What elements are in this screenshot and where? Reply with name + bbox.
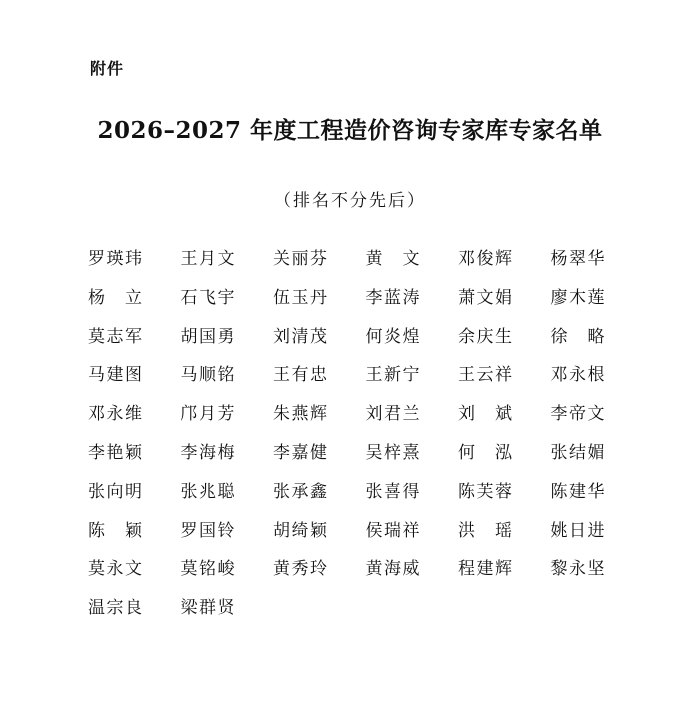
expert-name: 李蓝涛	[365, 287, 421, 308]
expert-name: 徐 略	[550, 326, 606, 347]
expert-name: 莫永文	[88, 559, 144, 580]
expert-name: 张承鑫	[273, 481, 329, 502]
expert-name: 温宗良	[88, 598, 144, 619]
expert-name: 陈芙蓉	[458, 481, 514, 502]
expert-name: 王新宁	[365, 365, 421, 386]
expert-name: 邝月芳	[180, 404, 236, 425]
expert-name: 马顺铭	[180, 365, 236, 386]
attachment-label: 附件	[90, 59, 125, 78]
expert-name: 刘 斌	[458, 404, 514, 425]
expert-name: 罗瑛玮	[88, 249, 144, 269]
expert-name: 李帝文	[550, 404, 606, 425]
page-subtitle: （排名不分先后）	[274, 191, 426, 211]
expert-name: 黎永坚	[550, 559, 606, 580]
expert-name: 何 泓	[458, 442, 514, 463]
expert-name: 杨翠华	[550, 249, 606, 269]
expert-name: 张结媚	[550, 442, 606, 463]
expert-name: 黄 文	[365, 249, 421, 269]
expert-name: 李嘉健	[273, 442, 329, 463]
expert-name: 张喜得	[365, 481, 421, 502]
expert-name: 程建辉	[458, 559, 514, 580]
expert-name: 王云祥	[458, 365, 514, 386]
expert-name: 杨 立	[88, 287, 144, 308]
expert-name: 莫志军	[88, 326, 144, 347]
expert-name: 刘君兰	[365, 404, 421, 425]
expert-name: 王月文	[180, 249, 236, 269]
expert-name: 萧文娟	[458, 287, 514, 308]
expert-name-list	[88, 243, 618, 631]
expert-name: 张兆聪	[180, 481, 236, 502]
expert-name: 邓俊辉	[458, 249, 514, 269]
expert-name: 张向明	[88, 481, 144, 502]
expert-name: 侯瑞祥	[365, 520, 421, 541]
expert-name: 马建图	[88, 365, 144, 386]
expert-name: 胡绮颖	[273, 520, 329, 541]
expert-name: 廖木莲	[550, 287, 606, 308]
expert-name: 伍玉丹	[273, 287, 329, 308]
expert-name: 陈建华	[550, 481, 606, 502]
expert-name: 邓永根	[550, 365, 606, 386]
expert-name: 罗国铃	[180, 520, 236, 541]
expert-name: 邓永维	[88, 404, 144, 425]
expert-name: 李艳颖	[88, 442, 144, 463]
expert-name: 关丽芬	[273, 249, 329, 269]
expert-name: 黄海威	[365, 559, 421, 580]
expert-name: 刘清茂	[273, 326, 329, 347]
expert-name: 姚日进	[550, 520, 606, 541]
expert-name: 陈 颖	[88, 520, 144, 541]
expert-name: 胡国勇	[180, 326, 236, 347]
expert-name: 何炎煌	[365, 326, 421, 347]
expert-name: 石飞宇	[180, 287, 236, 308]
expert-name: 王有忠	[273, 365, 329, 386]
expert-name: 朱燕辉	[273, 404, 329, 425]
expert-name: 余庆生	[458, 326, 514, 347]
expert-name: 洪 瑶	[458, 520, 514, 541]
expert-name: 李海梅	[180, 442, 236, 463]
expert-name: 黄秀玲	[273, 559, 329, 580]
expert-name: 梁群贤	[180, 598, 236, 619]
page-title: 2026–2027 年度工程造价咨询专家库专家名单	[97, 117, 603, 144]
expert-name: 吴梓熹	[365, 442, 421, 463]
expert-name: 莫铭峻	[180, 559, 236, 580]
